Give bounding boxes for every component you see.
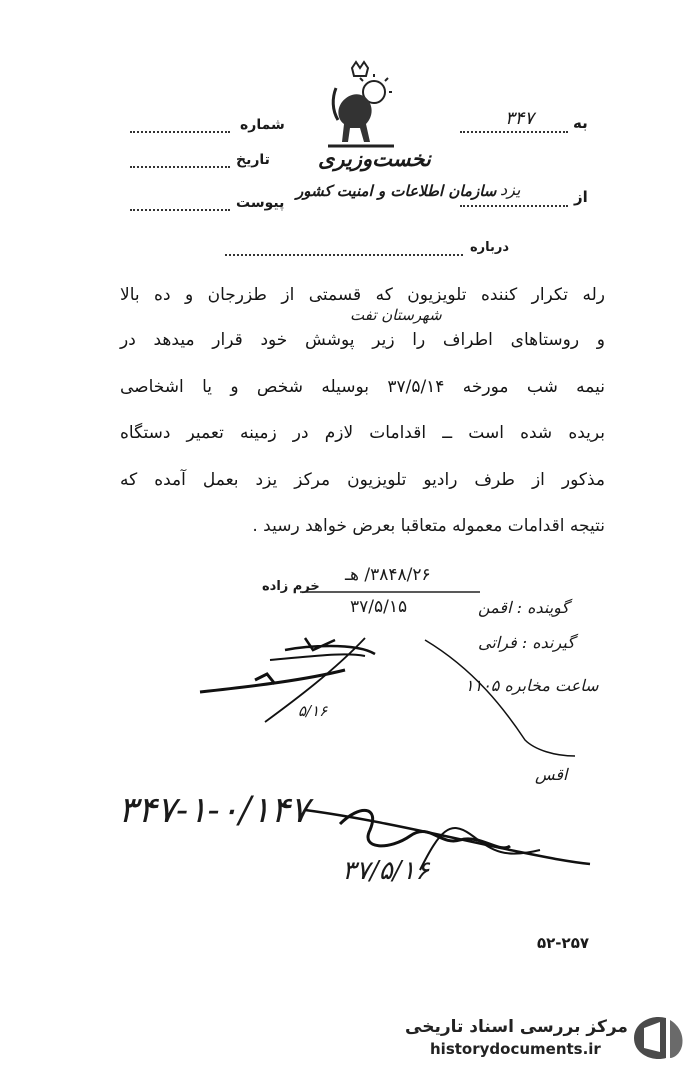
archive-number: ۳۴۷-۱-۰/۱۴۷ <box>118 790 310 831</box>
handwritten-insertion: شهرستان تفت <box>350 306 442 324</box>
subject-dots <box>225 254 463 256</box>
page-code: ۵۲-۲۵۷ <box>537 934 590 952</box>
reference-number: ۳۸۴۸/۲۶/ هـ <box>345 565 431 585</box>
body-line-5: مذکور از طرف رادیو تلویزیون مرکز یزد بعمل آمده که <box>120 470 605 490</box>
recipient-dots <box>460 131 568 133</box>
sender-value: یزد <box>500 180 521 199</box>
body-line-6: نتیجه اقدامات معموله متعاقبا بعرض خواهد رسید . <box>252 516 605 536</box>
archive-logo-icon <box>630 1012 686 1064</box>
receiver-note: گیرنده : فراتی <box>478 633 575 652</box>
reference-divider <box>300 590 480 594</box>
watermark-org-name: مرکز بررسی اسناد تاریخی <box>405 1017 628 1037</box>
attachment-label: پیوست <box>236 195 285 211</box>
organization-subtitle: سازمان اطلاعات و امنیت کشور <box>296 182 497 200</box>
footer-watermark <box>0 1000 700 1071</box>
reference-name: خرم زاده <box>262 579 320 594</box>
body-line-4: بریده شده است ــ اقدامات لازم در زمینه تعمیر دستگاه <box>120 423 605 443</box>
number-dots <box>130 131 230 133</box>
body-line-2: و روستاهای اطراف را زیر پوشش خود قرار میدهد در <box>120 330 605 350</box>
lion-and-sun-emblem <box>322 62 400 150</box>
recipient-value: ۳۴۷ <box>505 108 535 129</box>
number-label: شماره <box>240 117 285 133</box>
attachment-dots <box>130 209 230 211</box>
time-note: ساعت مخابره ۱۱۰۵ <box>465 676 599 695</box>
recipient-label: به <box>573 114 588 132</box>
sender-dots <box>460 205 568 207</box>
initials-note: اقس <box>535 765 568 784</box>
watermark-url: historydocuments.ir <box>430 1040 601 1058</box>
signature-date: ۳۷/۵/۱۶ <box>342 856 430 886</box>
body-line-1: رله تکرار کننده تلویزیون که قسمتی از طزرجان و ده بالا <box>120 285 605 305</box>
sender-label: از <box>574 188 588 206</box>
reference-date: ۳۷/۵/۱۵ <box>350 597 408 617</box>
speaker-note: گوینده : اقمن <box>478 598 570 617</box>
handwritten-date-small: ۵/۱۶ <box>298 702 328 720</box>
date-dots <box>130 166 230 168</box>
subject-label: درباره <box>470 240 510 255</box>
organization-title: نخست‌وزیری <box>318 146 431 171</box>
date-label: تاریخ <box>236 152 270 168</box>
body-line-3: نیمه شب مورخه ۳۷/۵/۱۴ بوسیله شخص و یا اشخاصی <box>120 377 605 397</box>
handwritten-scribble <box>195 630 595 760</box>
